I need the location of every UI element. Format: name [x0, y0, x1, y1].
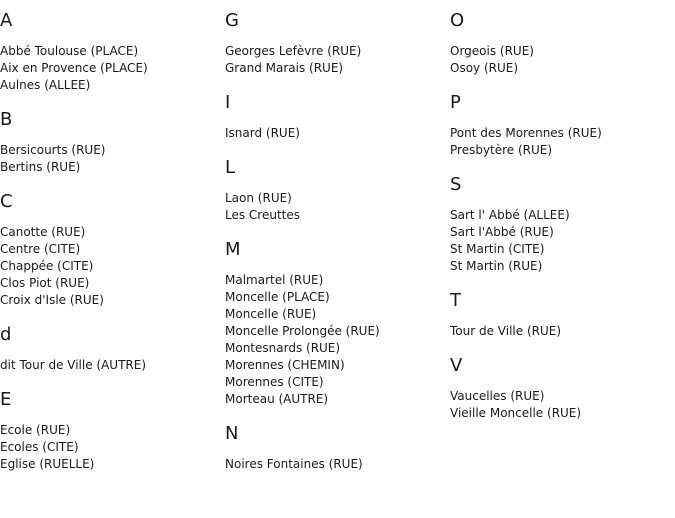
street-link[interactable]: Bersicourts (RUE): [0, 143, 106, 157]
street-list: [225, 456, 445, 473]
street-link[interactable]: Grand Marais (RUE): [225, 61, 344, 75]
letter-group: [0, 109, 220, 176]
street-link[interactable]: dit Tour de Ville (AUTRE): [0, 358, 147, 372]
street-link[interactable]: Moncelle (PLACE): [225, 290, 330, 304]
street-link[interactable]: Canotte (RUE): [0, 225, 86, 239]
letter-heading: I: [225, 92, 231, 113]
street-link[interactable]: Aix en Provence (PLACE): [0, 61, 148, 75]
street-list: [450, 323, 670, 340]
street-link[interactable]: Moncelle Prolongée (RUE): [225, 324, 380, 338]
street-link[interactable]: Malmartel (RUE): [225, 273, 324, 287]
street-link[interactable]: Les Creuttes: [225, 208, 301, 222]
street-link[interactable]: Centre (CITE): [0, 242, 81, 256]
street-link[interactable]: Presbytère (RUE): [450, 143, 553, 157]
letter-heading: M: [225, 239, 241, 260]
letter-heading: E: [0, 389, 12, 410]
street-list: [0, 357, 220, 374]
letter-heading: d: [0, 324, 12, 345]
letter-group: [225, 10, 445, 77]
letter-group: [0, 389, 220, 473]
street-link[interactable]: Montesnards (RUE): [225, 341, 341, 355]
street-link[interactable]: Chappée (CITE): [0, 259, 94, 273]
street-link[interactable]: Sart l'Abbé (RUE): [450, 225, 554, 239]
street-link[interactable]: Moncelle (RUE): [225, 307, 317, 321]
street-link[interactable]: Ecoles (CITE): [0, 440, 79, 454]
street-list: [225, 43, 445, 77]
letter-group: [450, 355, 670, 422]
street-link[interactable]: Clos Piot (RUE): [0, 276, 90, 290]
letter-heading: V: [450, 355, 463, 376]
letter-heading: P: [450, 92, 461, 113]
letter-group: [225, 157, 445, 224]
column-1: [0, 10, 220, 488]
street-list: [450, 207, 670, 275]
street-link[interactable]: Laon (RUE): [225, 191, 292, 205]
letter-group: [0, 191, 220, 309]
street-list: [450, 125, 670, 159]
letter-heading: G: [225, 10, 239, 31]
letter-group: [225, 423, 445, 473]
letter-group: [450, 92, 670, 159]
letter-heading: B: [0, 109, 13, 130]
street-link[interactable]: Ecole (RUE): [0, 423, 71, 437]
street-list: [450, 388, 670, 422]
street-link[interactable]: Eglise (RUELLE): [0, 457, 95, 471]
street-link[interactable]: Morennes (CHEMIN): [225, 358, 345, 372]
street-link[interactable]: Bertins (RUE): [0, 160, 81, 174]
letter-group: [0, 324, 220, 374]
letter-heading: L: [225, 157, 236, 178]
street-list: [225, 190, 445, 224]
street-link[interactable]: Croix d'Isle (RUE): [0, 293, 104, 307]
street-link[interactable]: Abbé Toulouse (PLACE): [0, 44, 139, 58]
letter-group: [0, 10, 220, 94]
street-link[interactable]: Aulnes (ALLEE): [0, 78, 91, 92]
letter-heading: T: [450, 290, 461, 311]
street-link[interactable]: Georges Lefèvre (RUE): [225, 44, 362, 58]
letter-group: [225, 92, 445, 142]
street-list: [0, 224, 220, 309]
street-link[interactable]: Morteau (AUTRE): [225, 392, 329, 406]
letter-heading: A: [0, 10, 13, 31]
street-link[interactable]: Tour de Ville (RUE): [450, 324, 562, 338]
street-list: [450, 43, 670, 77]
letter-group: [450, 290, 670, 340]
street-list: [0, 43, 220, 94]
column-3: [450, 10, 670, 437]
street-list: [0, 422, 220, 473]
street-link[interactable]: Isnard (RUE): [225, 126, 300, 140]
street-link[interactable]: Morennes (CITE): [225, 375, 324, 389]
letter-group: [450, 174, 670, 275]
street-link[interactable]: St Martin (RUE): [450, 259, 543, 273]
letter-heading: N: [225, 423, 239, 444]
street-list: [0, 142, 220, 176]
street-link[interactable]: St Martin (CITE): [450, 242, 545, 256]
street-link[interactable]: Sart l' Abbé (ALLEE): [450, 208, 570, 222]
street-link[interactable]: Noires Fontaines (RUE): [225, 457, 363, 471]
street-list: [225, 272, 445, 408]
street-link[interactable]: Osoy (RUE): [450, 61, 519, 75]
street-link[interactable]: Orgeois (RUE): [450, 44, 534, 58]
street-link[interactable]: Vieille Moncelle (RUE): [450, 406, 582, 420]
street-list: [225, 125, 445, 142]
letter-heading: O: [450, 10, 465, 31]
letter-group: [450, 10, 670, 77]
letter-group: [225, 239, 445, 408]
street-link[interactable]: Pont des Morennes (RUE): [450, 126, 602, 140]
letter-heading: S: [450, 174, 462, 195]
column-2: [225, 10, 445, 488]
letter-heading: C: [0, 191, 13, 212]
street-link[interactable]: Vaucelles (RUE): [450, 389, 545, 403]
